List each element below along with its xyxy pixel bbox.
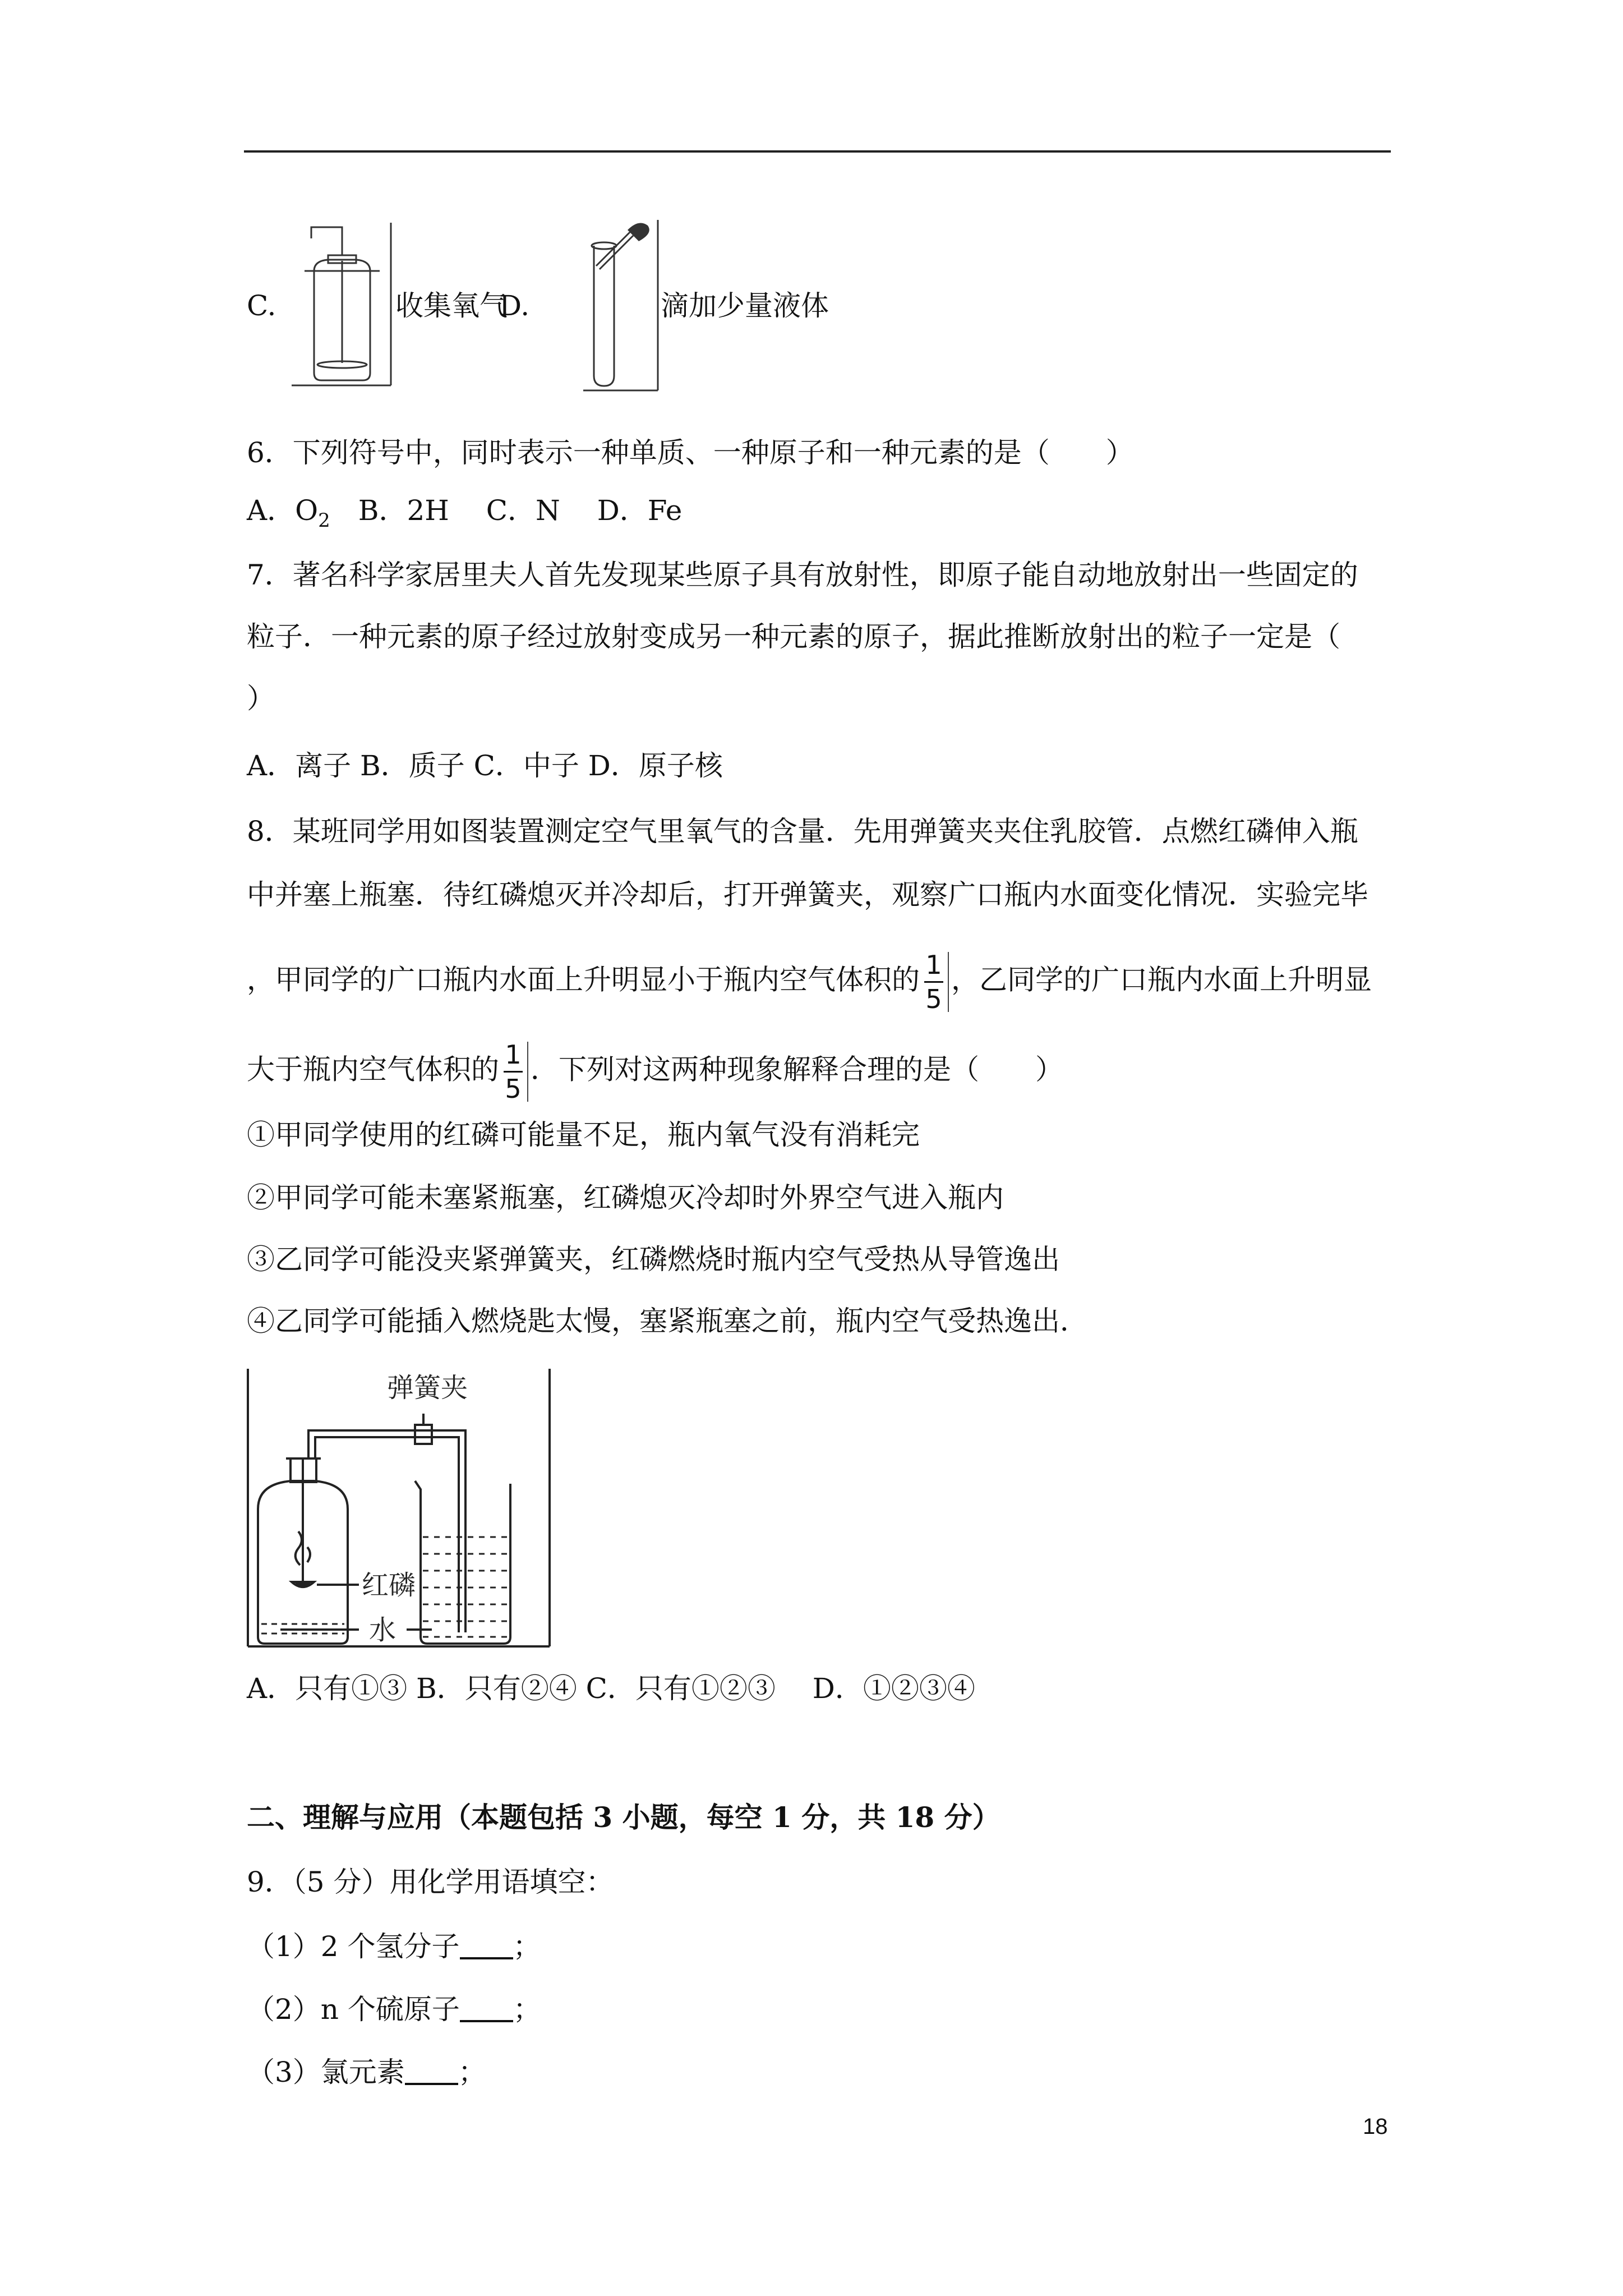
- dropper-test-tube-figure: [569, 219, 659, 393]
- header-rule: [244, 150, 1391, 153]
- label-spring-clamp: 弹簧夹: [387, 1372, 468, 1404]
- q6-options-rest: B．2H C．N D．Fe: [330, 494, 683, 527]
- q8-item-1: ①甲同学使用的红磷可能量不足，瓶内氧气没有消耗完: [247, 1119, 920, 1151]
- label-water: 水: [369, 1614, 396, 1646]
- q8-item-2: ②甲同学可能未塞紧瓶塞，红磷熄灭冷却时外界空气进入瓶内: [247, 1181, 1004, 1214]
- q5-option-d-label: D.: [499, 289, 530, 322]
- q9-sub-2: [247, 1993, 541, 2026]
- q8-item-4: ④乙同学可能插入燃烧匙太慢，塞紧瓶塞之前，瓶内空气受热逸出．: [247, 1305, 1088, 1337]
- q5-option-c-text: 收集氧气: [395, 289, 508, 322]
- page-number: 18: [1363, 2114, 1388, 2139]
- q8-options: A．只有①③ B．只有②④ C．只有①②③ D．①②③④: [247, 1672, 975, 1705]
- q7-options: A．离子 B．质子 C．中子 D．原子核: [247, 749, 723, 782]
- q9-stem: 9．（5 分）用化学用语填空：: [247, 1866, 614, 1898]
- q9-sub-3-text: （3）氯元素: [247, 2056, 405, 2088]
- fraction-denominator: 5: [505, 1074, 522, 1104]
- fraction-numerator: 1: [925, 950, 942, 980]
- q8-line-1: 8．某班同学用如图装置测定空气里氧气的含量．先用弹簧夹夹住乳胶管．点燃红磷伸入瓶: [247, 815, 1358, 848]
- fraction-one-fifth: [501, 1039, 528, 1104]
- q8-line-3: [247, 952, 1372, 1012]
- q8-line-4-post: ．下列对这两种现象解释合理的是（ ）: [531, 1053, 1063, 1086]
- answer-blank[interactable]: [460, 1995, 513, 2022]
- q6-stem: 6．下列符号中，同时表示一种单质、一种原子和一种元素的是（ ）: [247, 436, 1134, 469]
- label-red-phosphorus: 红磷: [362, 1570, 416, 1601]
- fraction-numerator: 1: [505, 1039, 522, 1070]
- q9-sub-1: [247, 1930, 541, 1963]
- q8-line-3-post: ，乙同学的广口瓶内水面上升明显: [951, 963, 1372, 996]
- q9-sub-2-sep: ；: [513, 1993, 541, 2026]
- fraction-one-fifth: [922, 952, 949, 1012]
- q9-sub-3: [247, 2055, 486, 2089]
- q9-sub-1-sep: ；: [513, 1930, 541, 1963]
- q7-line-3: ）: [247, 682, 275, 715]
- q8-line-3-pre: ，甲同学的广口瓶内水面上升明显小于瓶内空气体积的: [247, 963, 920, 996]
- answer-blank[interactable]: [405, 2058, 458, 2085]
- q8-line-2: 中并塞上瓶塞．待红磷熄灭并冷却后，打开弹簧夹，观察广口瓶内水面变化情况．实验完毕: [247, 878, 1368, 911]
- section-2-title: 二、理解与应用（本题包括 3 小题，每空 1 分，共 18 分）: [247, 1801, 1000, 1834]
- q7-line-2: 粒子．一种元素的原子经过放射变成另一种元素的原子，据此推断放射出的粒子一定是（: [247, 620, 1340, 653]
- q6-option-a-subscript: 2: [318, 509, 330, 532]
- fraction-denominator: 5: [925, 984, 942, 1014]
- q7-line-1: 7．著名科学家居里夫人首先发现某些原子具有放射性，即原子能自动地放射出一些固定的: [247, 559, 1358, 591]
- oxygen-content-apparatus-figure: [247, 1369, 555, 1649]
- q9-sub-1-text: （1）2 个氢分子: [247, 1930, 460, 1963]
- gas-bottle-figure: [289, 222, 393, 387]
- q8-line-4-pre: 大于瓶内空气体积的: [247, 1053, 499, 1086]
- answer-blank[interactable]: [460, 1932, 513, 1959]
- q6-option-a: A．O: [247, 494, 319, 527]
- q9-sub-3-sep: ；: [458, 2056, 486, 2088]
- q8-line-4: [247, 1039, 1063, 1104]
- q6-options: [247, 494, 682, 537]
- q5-option-c-label: C.: [247, 289, 276, 322]
- q5-option-d-text: 滴加少量液体: [661, 289, 829, 322]
- q9-sub-2-text: （2）n 个硫原子: [247, 1993, 460, 2026]
- q8-item-3: ③乙同学可能没夹紧弹簧夹，红磷燃烧时瓶内空气受热从导管逸出: [247, 1243, 1060, 1276]
